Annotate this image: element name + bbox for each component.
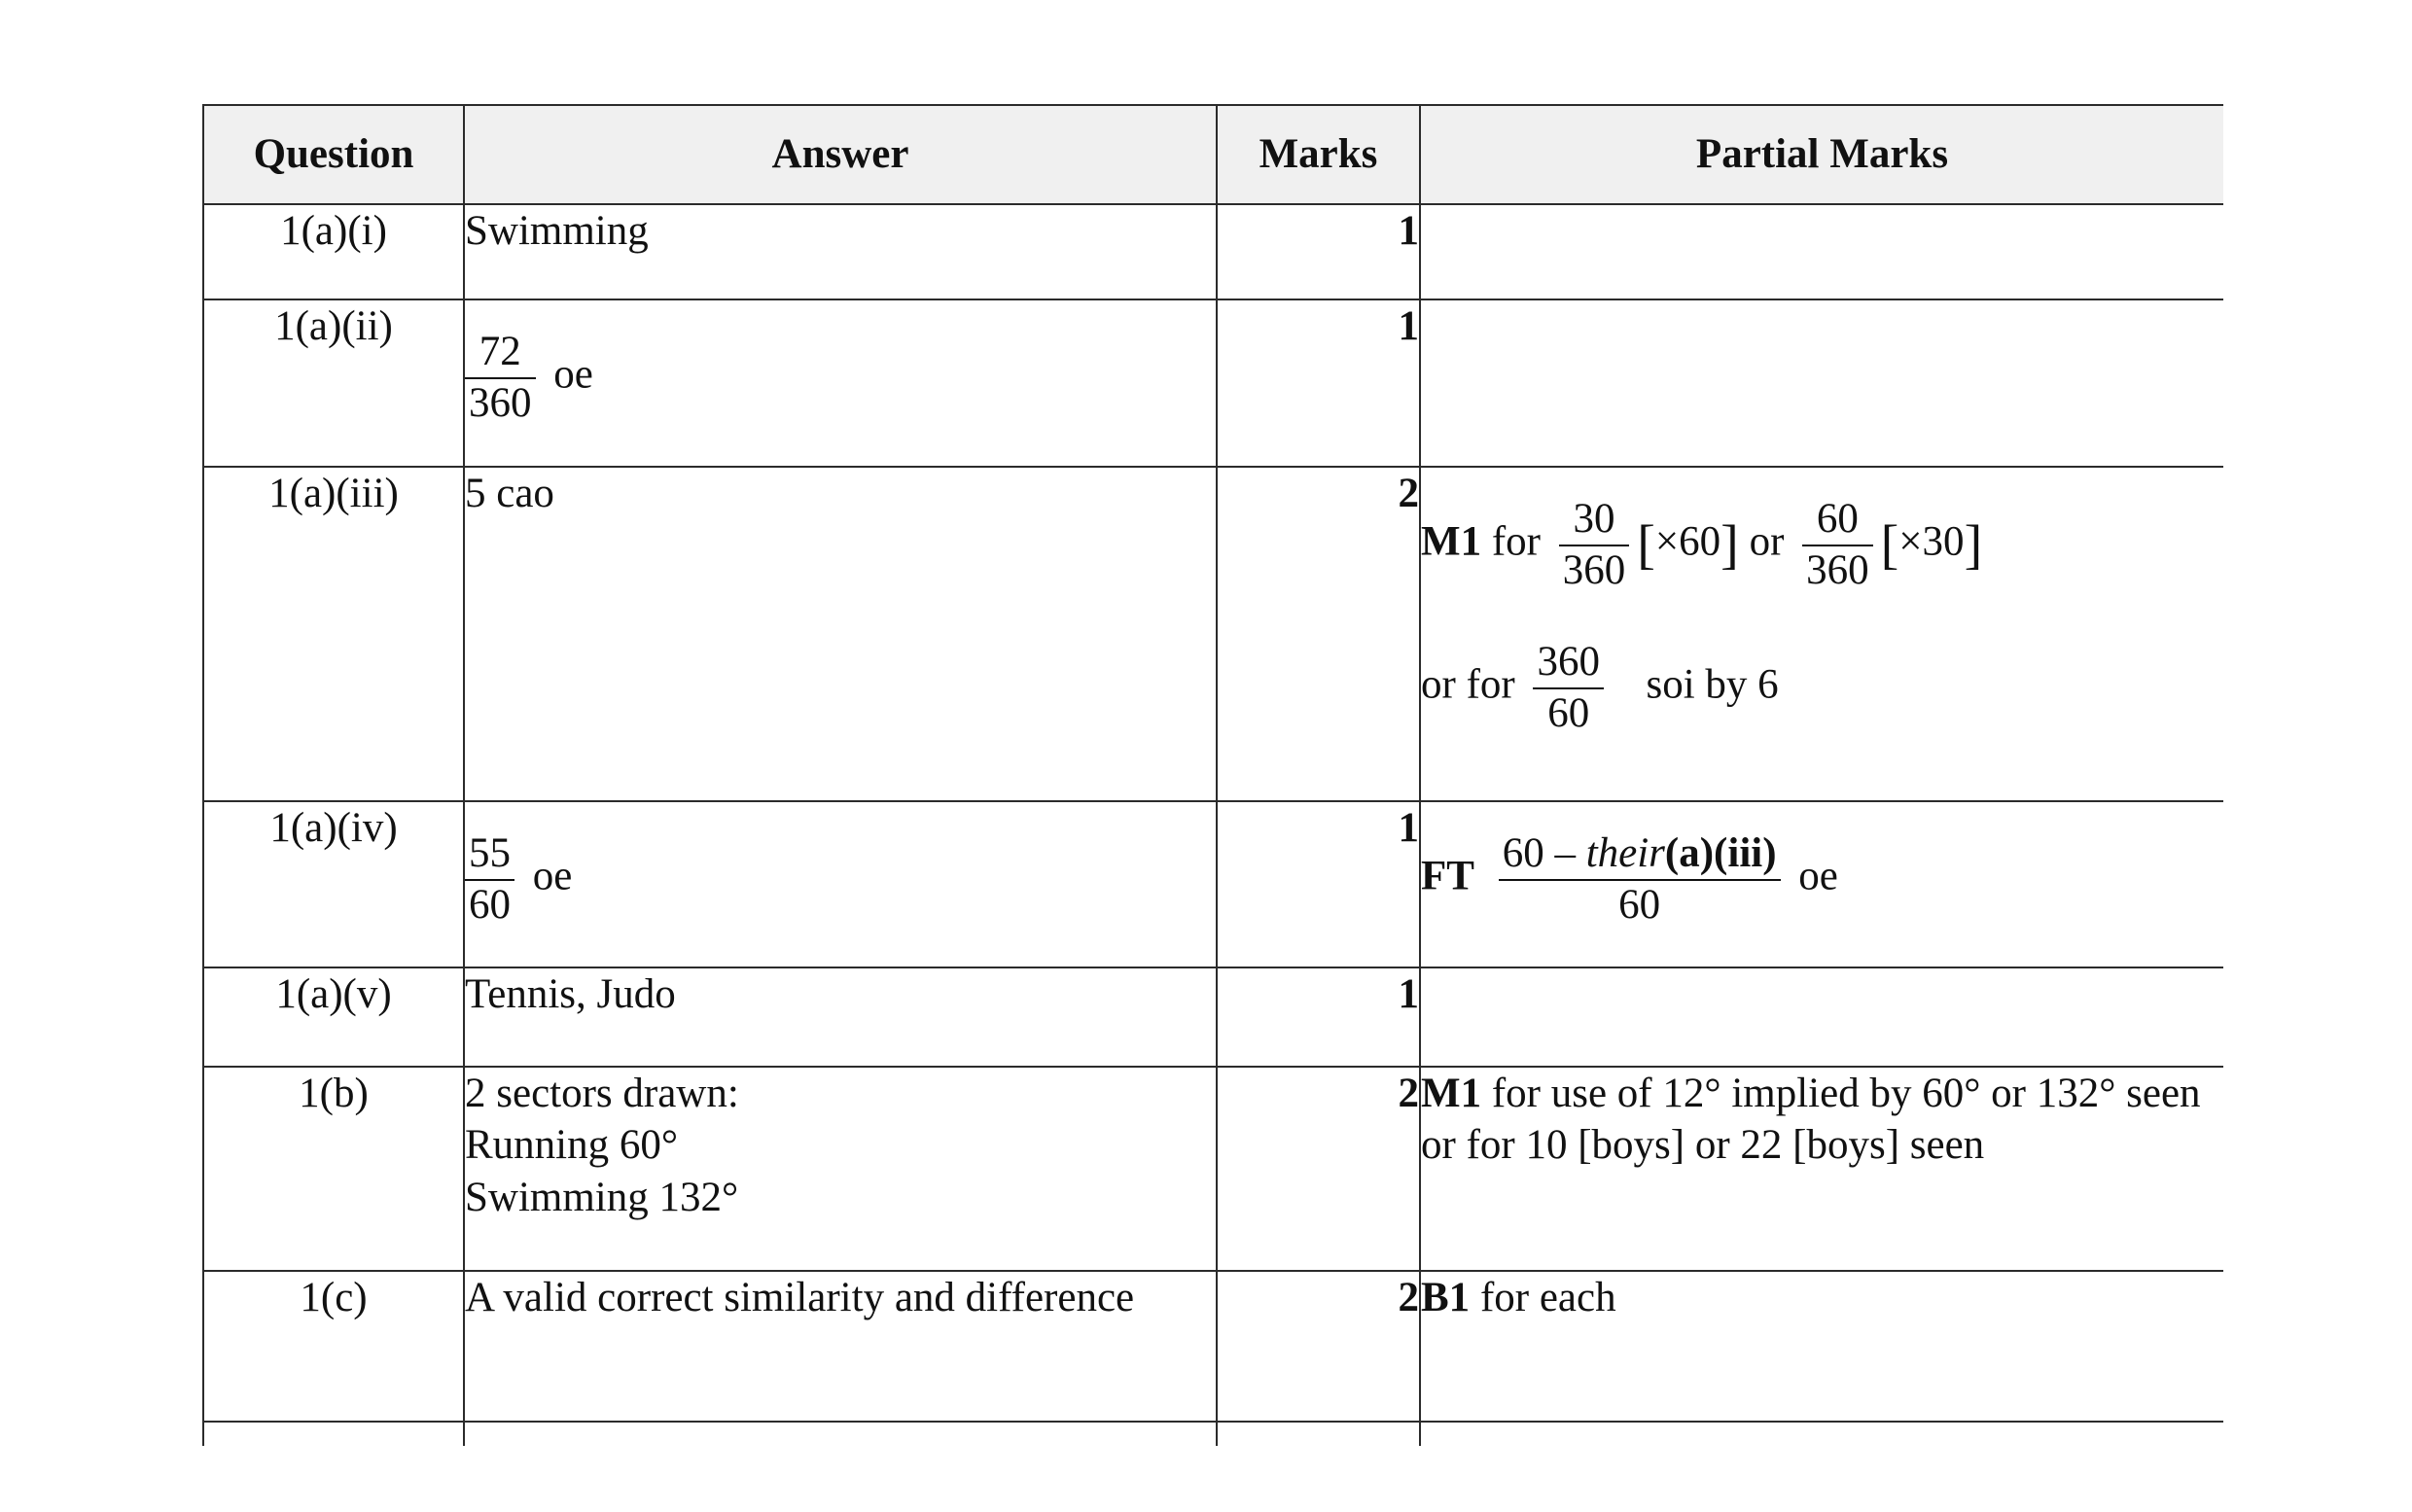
marks-cell: [1217, 967, 1420, 1067]
table-row: [203, 967, 2223, 1067]
partial-marks-cell: [1420, 801, 2223, 967]
question-label: 1(a)(iii): [268, 471, 399, 516]
fraction-denominator: 60: [469, 881, 511, 928]
partial-text: for use of 12° implied by 60° or 132° seen or for 10 [boys] or 22 [boys] seen: [1421, 1071, 2201, 1169]
marks-cell: [1217, 1422, 1420, 1446]
answer-cell: [464, 204, 1217, 299]
marks-value: 1: [1398, 208, 1419, 254]
question-label: 1(a)(i): [280, 208, 387, 254]
question-cell: [203, 467, 464, 801]
partial-suffix: oe: [1798, 853, 1838, 899]
answer-fraction: [465, 328, 536, 428]
fraction-30-over-360: [1559, 495, 1630, 595]
marks-cell: [1217, 1067, 1420, 1271]
their-text: their: [1585, 830, 1665, 876]
partial-marks-cell: [1420, 204, 2223, 299]
marks-cell: [1217, 1271, 1420, 1422]
bracket-open: [: [1880, 514, 1899, 576]
header-partial-marks: Partial Marks: [1420, 105, 2223, 204]
answer-line: Running 60°: [465, 1122, 679, 1169]
fraction-numerator: 55: [465, 829, 514, 881]
partial-marks-cell: [1420, 299, 2223, 467]
m1-code: M1: [1421, 518, 1482, 565]
bracket-close: ]: [1720, 514, 1739, 576]
fraction-denominator: 360: [1806, 546, 1869, 593]
or-for-text: or for: [1421, 662, 1515, 709]
answer-text: Tennis, Judo: [465, 971, 676, 1017]
answer-text: Swimming: [465, 208, 649, 254]
ft-fraction: [1499, 829, 1781, 930]
answer-suffix: oe: [553, 351, 593, 398]
question-label: 1(a)(v): [275, 971, 392, 1017]
fraction-denominator: 360: [1562, 546, 1626, 593]
question-label: 1(c): [300, 1275, 368, 1320]
fraction-numerator: [1499, 829, 1781, 881]
answer-text: A valid correct similarity and difference: [465, 1275, 1135, 1320]
ft-code: FT: [1421, 853, 1474, 899]
question-label: 1(b): [299, 1071, 369, 1116]
marks-value: 1: [1398, 303, 1419, 349]
marks-value: 1: [1398, 971, 1419, 1017]
m1-code: M1: [1421, 1071, 1482, 1116]
answer-cell: [464, 467, 1217, 801]
question-cell: [203, 967, 464, 1067]
question-cell: [203, 1422, 464, 1446]
answer-cell: [464, 1067, 1217, 1271]
partial-marks-cell: [1420, 1067, 2223, 1271]
answer-text: 5 cao: [465, 471, 554, 516]
table-row-cut-off: [203, 1422, 2223, 1446]
fraction-numerator: 30: [1559, 495, 1630, 546]
table-row: [203, 1271, 2223, 1422]
multiplier-text: ×60: [1654, 518, 1721, 565]
question-label: 1(a)(ii): [274, 303, 393, 349]
marks-value: 2: [1398, 1071, 1419, 1116]
fraction-360-over-60: [1533, 638, 1604, 738]
question-cell: [203, 1067, 464, 1271]
answer-line: Swimming 132°: [465, 1174, 739, 1220]
bracket-open: [: [1637, 514, 1655, 576]
marks-cell: [1217, 204, 1420, 299]
answer-line: 2 sectors drawn:: [465, 1071, 739, 1116]
marks-value: 2: [1398, 1275, 1419, 1320]
answer-cell: [464, 1271, 1217, 1422]
fraction-denominator: 360: [469, 379, 532, 426]
answer-suffix: oe: [532, 853, 573, 899]
fraction-denominator: 60: [1618, 881, 1661, 928]
question-cell: [203, 1271, 464, 1422]
multiplier-text: ×30: [1898, 518, 1965, 565]
question-label: 1(a)(iv): [269, 805, 398, 851]
answer-cell: [464, 801, 1217, 967]
part-reference: (a)(iii): [1664, 830, 1777, 876]
answer-cell: [464, 967, 1217, 1067]
table-row: [203, 204, 2223, 299]
marks-cell: [1217, 801, 1420, 967]
question-cell: [203, 299, 464, 467]
partial-marks-cell: [1420, 467, 2223, 801]
question-cell: [203, 204, 464, 299]
soi-text: soi by 6: [1646, 662, 1779, 709]
answer-cell: [464, 299, 1217, 467]
marks-cell: [1217, 467, 1420, 801]
partial-marks-cell: [1420, 967, 2223, 1067]
or-text: or: [1749, 518, 1785, 565]
partial-marks-cell: [1420, 1422, 2223, 1446]
table-row: [203, 801, 2223, 967]
marks-value: 2: [1398, 471, 1419, 516]
header-marks: Marks: [1217, 105, 1420, 204]
header-row: [203, 105, 2223, 204]
numerator-value: 60 –: [1502, 830, 1586, 876]
bracket-close: ]: [1964, 514, 1983, 576]
mark-scheme-sheet: [202, 104, 2223, 1446]
mark-scheme-table: [202, 104, 2223, 1446]
marks-value: 1: [1398, 805, 1419, 851]
table-row: [203, 1067, 2223, 1271]
partial-text: for each: [1479, 1275, 1616, 1320]
answer-fraction: [465, 829, 514, 930]
fraction-numerator: 360: [1533, 638, 1604, 689]
table-row: [203, 467, 2223, 801]
partial-line-1: [1421, 495, 2223, 595]
partial-marks-cell: [1420, 1271, 2223, 1422]
fraction-numerator: 72: [465, 328, 536, 379]
fraction-denominator: 60: [1547, 690, 1590, 737]
question-cell: [203, 801, 464, 967]
for-text: for: [1491, 518, 1541, 565]
marks-cell: [1217, 299, 1420, 467]
header-question: Question: [203, 105, 464, 204]
table-row: [203, 299, 2223, 467]
answer-cell: [464, 1422, 1217, 1446]
b1-code: B1: [1421, 1275, 1471, 1320]
fraction-60-over-360: [1802, 495, 1873, 595]
fraction-numerator: 60: [1802, 495, 1873, 546]
partial-line-2: [1421, 638, 2223, 738]
header-answer: Answer: [464, 105, 1217, 204]
